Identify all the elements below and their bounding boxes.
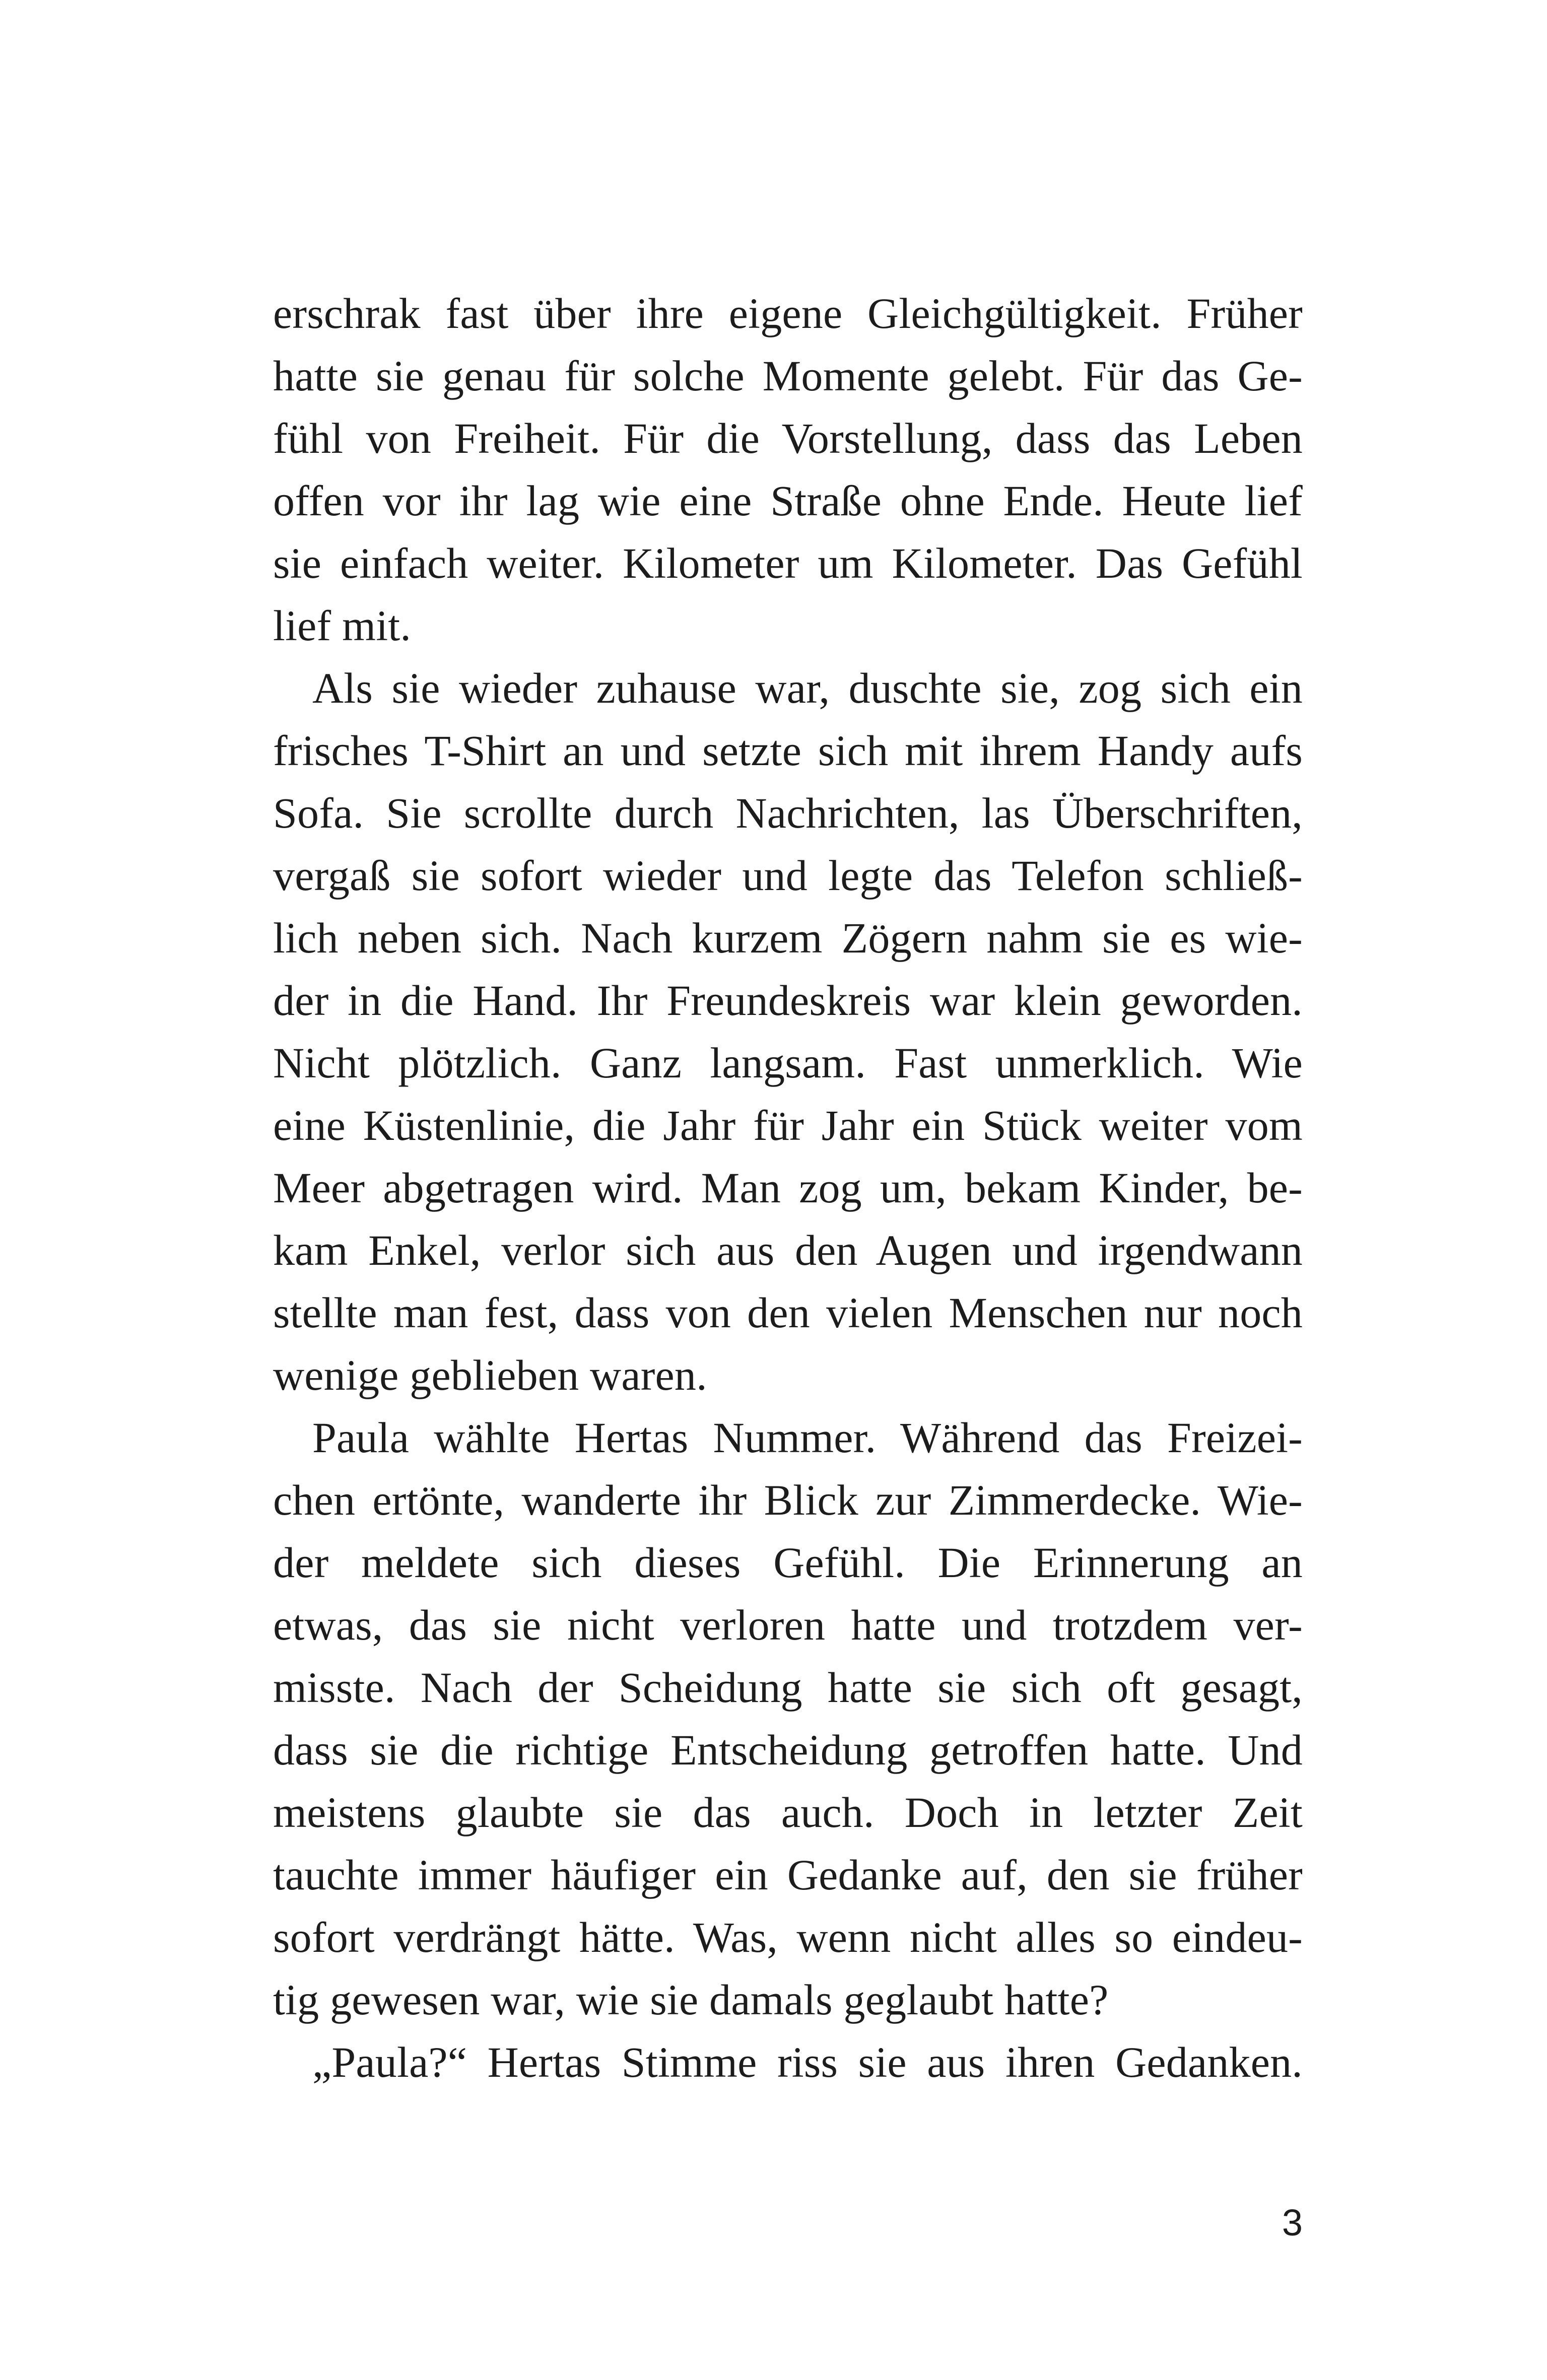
- text-line: hatte sie genau für solche Momente gelebt. Für das Ge-: [273, 352, 1303, 400]
- text-line: der in die Hand. Ihr Freundeskreis war klein geworden.: [273, 976, 1303, 1025]
- text-line: sie einfach weiter. Kilometer um Kilometer. Das Gefühl: [273, 539, 1303, 587]
- text-line: Paula wählte Hertas Nummer. Während das Freizei-: [312, 1413, 1303, 1462]
- text-line: fühl von Freiheit. Für die Vorstellung, dass das Leben: [273, 414, 1303, 462]
- text-line: lich neben sich. Nach kurzem Zögern nahm sie es wie-: [273, 914, 1303, 962]
- text-line: Meer abgetragen wird. Man zog um, bekam Kinder, be-: [273, 1164, 1303, 1212]
- text-line: vergaß sie sofort wieder und legte das Telefon schließ-: [273, 851, 1303, 900]
- text-line: Als sie wieder zuhause war, duschte sie, zog sich ein: [312, 664, 1303, 712]
- text-line: wenige geblieben waren.: [273, 1351, 707, 1399]
- page-number: 3: [1282, 2202, 1303, 2243]
- text-line: „Paula?“ Hertas Stimme riss sie aus ihren Gedanken.: [312, 2038, 1303, 2086]
- text-line: Nicht plötzlich. Ganz langsam. Fast unmerklich. Wie: [273, 1039, 1303, 1087]
- paragraph-2: [273, 657, 1303, 1406]
- text-line: frisches T-Shirt an und setzte sich mit ihrem Handy aufs: [273, 726, 1303, 775]
- text-line: Sofa. Sie scrollte durch Nachrichten, las Überschriften,: [273, 789, 1303, 837]
- text-line: tauchte immer häufiger ein Gedanke auf, den sie früher: [273, 1851, 1303, 1899]
- text-line: stellte man fest, dass von den vielen Menschen nur noch: [273, 1288, 1303, 1337]
- text-line: erschrak fast über ihre eigene Gleichgültigkeit. Früher: [273, 289, 1303, 337]
- text-line: kam Enkel, verlor sich aus den Augen und irgendwann: [273, 1226, 1303, 1274]
- text-line: offen vor ihr lag wie eine Straße ohne Ende. Heute lief: [273, 477, 1303, 525]
- paragraph-3: [273, 1406, 1303, 2031]
- text-line: eine Küstenlinie, die Jahr für Jahr ein Stück weiter vom: [273, 1101, 1303, 1149]
- paragraph-4: [273, 2031, 1303, 2093]
- paragraph-1: [273, 282, 1303, 657]
- text-line: sofort verdrängt hätte. Was, wenn nicht alles so eindeu-: [273, 1913, 1303, 1961]
- text-line: lief mit.: [273, 601, 412, 650]
- text-line: misste. Nach der Scheidung hatte sie sich oft gesagt,: [273, 1663, 1303, 1712]
- text-line: tig gewesen war, wie sie damals geglaubt hatte?: [273, 1976, 1109, 2024]
- text-line: chen ertönte, wanderte ihr Blick zur Zimmerdecke. Wie-: [273, 1476, 1303, 1524]
- text-line: dass sie die richtige Entscheidung getroffen hatte. Und: [273, 1726, 1303, 1774]
- text-line: der meldete sich dieses Gefühl. Die Erinnerung an: [273, 1538, 1303, 1587]
- body-text: [273, 282, 1303, 2093]
- text-line: etwas, das sie nicht verloren hatte und trotzdem ver-: [273, 1601, 1303, 1649]
- text-line: meistens glaubte sie das auch. Doch in letzter Zeit: [273, 1788, 1303, 1837]
